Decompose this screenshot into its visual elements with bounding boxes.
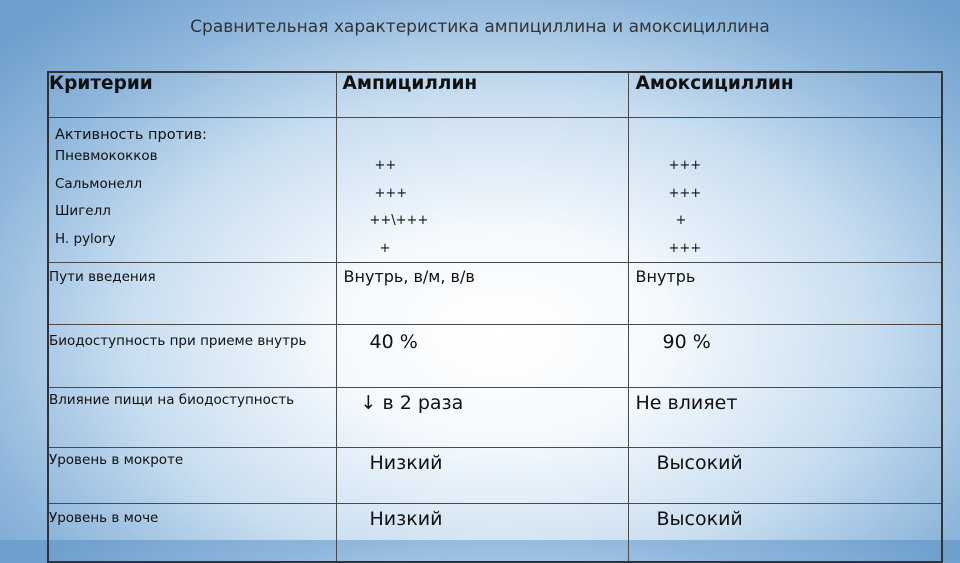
activity-heading: Активность против: bbox=[55, 127, 207, 143]
header-criteria: Критерии bbox=[48, 72, 336, 118]
route-ampicillin: Внутрь, в/м, в/в bbox=[336, 263, 628, 325]
food-row bbox=[48, 388, 942, 448]
activity-pathogen: Шигелл bbox=[55, 203, 111, 219]
activity-value: ++ bbox=[374, 158, 397, 173]
route-row bbox=[48, 263, 942, 325]
urine-amoxicillin: Высокий bbox=[628, 504, 942, 563]
route-label: Пути введения bbox=[48, 263, 336, 325]
activity-pathogen: Пневмококков bbox=[55, 148, 158, 164]
sputum-row bbox=[48, 448, 942, 504]
activity-pathogen: Сальмонелл bbox=[55, 175, 143, 192]
activity-value: +++ bbox=[374, 185, 408, 201]
activity-value: +++ bbox=[668, 158, 702, 173]
sputum-ampicillin: Низкий bbox=[336, 448, 628, 504]
activity-ampicillin-cell bbox=[336, 118, 628, 263]
activity-row bbox=[48, 118, 942, 263]
urine-ampicillin: Низкий bbox=[336, 504, 628, 563]
slide-title: Сравнительная характеристика ампициллина и амоксициллина bbox=[190, 17, 770, 37]
activity-pathogen: H. pylory bbox=[55, 230, 116, 247]
activity-amoxicillin-cell bbox=[628, 118, 942, 263]
activity-value: ++\+++ bbox=[369, 213, 429, 228]
route-amoxicillin: Внутрь bbox=[628, 263, 942, 325]
bioavailability-ampicillin: 40 % bbox=[336, 325, 628, 388]
activity-criteria-cell bbox=[48, 118, 336, 263]
food-label: Влияние пищи на биодоступность bbox=[48, 388, 336, 448]
activity-value: +++ bbox=[668, 185, 702, 201]
bioavailability-label: Биодоступность при приеме внутрь bbox=[48, 325, 336, 388]
activity-value: + bbox=[379, 240, 391, 256]
header-row bbox=[48, 72, 942, 118]
header-amoxicillin: Амоксициллин bbox=[628, 72, 942, 118]
activity-value: +++ bbox=[668, 240, 702, 256]
urine-label: Уровень в моче bbox=[48, 504, 336, 563]
sputum-label: Уровень в мокроте bbox=[48, 448, 336, 504]
bioavailability-amoxicillin: 90 % bbox=[628, 325, 942, 388]
header-ampicillin: Ампициллин bbox=[336, 72, 628, 118]
food-amoxicillin: Не влияет bbox=[628, 388, 942, 448]
urine-row bbox=[48, 504, 942, 563]
comparison-table bbox=[47, 71, 943, 563]
bioavailability-row bbox=[48, 325, 942, 388]
food-ampicillin: ↓ в 2 раза bbox=[336, 388, 628, 448]
activity-value: + bbox=[675, 213, 687, 228]
sputum-amoxicillin: Высокий bbox=[628, 448, 942, 504]
